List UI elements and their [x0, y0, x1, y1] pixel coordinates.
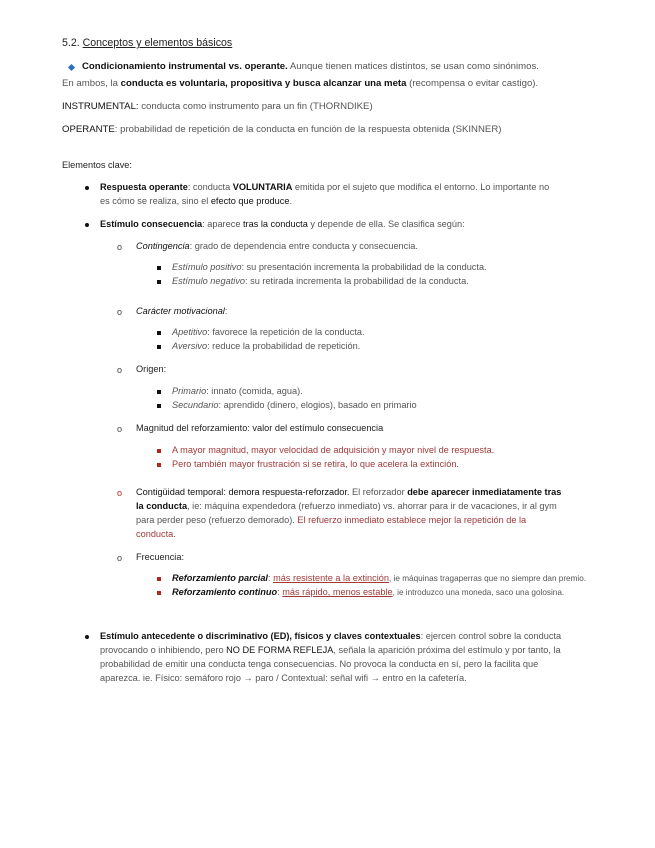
circle-bullet-icon: o	[117, 307, 123, 317]
circle-bullet-icon: o	[117, 488, 123, 498]
section-title: Conceptos y elementos básicos	[82, 37, 233, 49]
diamond-bullet-icon	[68, 64, 75, 71]
square-bullet-icon	[157, 463, 161, 467]
ed-line-2: provocando o inhibiendo, pero NO DE FORMA REFLEJA, señala la aparición próxima del estímulo y por tanto, la	[100, 645, 561, 655]
section-heading	[62, 37, 232, 50]
elements-label: Elementos clave:	[62, 160, 132, 170]
instrumental-definition: INSTRUMENTAL: conducta como instrumento para un fin (THORNDIKE)	[62, 101, 373, 112]
circle-bullet-icon: o	[117, 553, 123, 563]
contiguidad-line-3: para perder peso (refuerzo demorado). El refuerzo inmediato establece mejor la repetición de la	[136, 515, 527, 525]
origen-item: Origen:	[136, 364, 167, 374]
caracter-sub-1: Apetitivo: favorece la repetición de la conducta.	[172, 327, 365, 337]
operante-definition: OPERANTE: probabilidad de repetición de la conducta en función de la respuesta obtenida (SKINNER)	[62, 124, 502, 135]
square-bullet-icon	[157, 591, 161, 595]
bullet-dot-icon	[85, 223, 89, 227]
square-bullet-icon	[157, 404, 161, 408]
magnitud-sub-2: Pero también mayor frustración si se retira, lo que acelera la extinción.	[172, 459, 459, 469]
square-bullet-icon	[157, 331, 161, 335]
intro-line-1: Condicionamiento instrumental vs. operante. Aunque tienen matices distintos, se usan como sinónimos.	[82, 61, 539, 72]
ed-line-1: Estímulo antecedente o discriminativo (ED), físicos y claves contextuales: ejercen control sobre la conducta	[100, 631, 562, 641]
section-number: 5.2.	[62, 37, 83, 49]
square-bullet-icon	[157, 280, 161, 284]
square-bullet-icon	[157, 390, 161, 394]
ed-line-4: aparezca. ie. Físico: semáforo rojo → paro / Contextual: señal wifi → entro en la cafetería.	[100, 673, 467, 683]
frecuencia-sub-2: Reforzamiento continuo: más rápido, menos estable, ie introduzco una moneda, saco una golosina.	[172, 587, 565, 597]
contingencia-sub-2: Estímulo negativo: su retirada incrementa la probabilidad de la conducta.	[172, 276, 469, 286]
square-bullet-icon	[157, 449, 161, 453]
circle-bullet-icon: o	[117, 424, 123, 434]
intro-line-2: En ambos, la conducta es voluntaria, propositiva y busca alcanzar una meta (recompensa o evitar castigo).	[62, 78, 539, 89]
estimulo-consecuencia: Estímulo consecuencia: aparece tras la conducta y depende de ella. Se clasifica según:	[100, 219, 465, 229]
magnitud-item: Magnitud del reforzamiento: valor del estímulo consecuencia	[136, 423, 384, 433]
caracter-item: Carácter motivacional:	[136, 306, 228, 316]
caracter-sub-2: Aversivo: reduce la probabilidad de repetición.	[172, 341, 361, 351]
respuesta-line-2: es cómo se realiza, sino el efecto que produce.	[100, 196, 293, 206]
bullet-dot-icon	[85, 635, 89, 639]
origen-sub-1: Primario: innato (comida, agua).	[172, 386, 303, 396]
bullet-dot-icon	[85, 186, 89, 190]
contingencia-sub-1: Estímulo positivo: su presentación incrementa la probabilidad de la conducta.	[172, 262, 487, 272]
square-bullet-icon	[157, 266, 161, 270]
origen-sub-2: Secundario: aprendido (dinero, elogios), basado en primario	[172, 400, 417, 410]
contiguidad-line-2: la conducta, ie: máquina expendedora (refuerzo inmediato) vs. ahorrar para ir de vacaciones, ir al gym	[136, 501, 557, 511]
magnitud-sub-1: A mayor magnitud, mayor velocidad de adquisición y mayor nivel de respuesta.	[172, 445, 495, 455]
contiguidad-line-1: Contigüidad temporal: demora respuesta-reforzador. El reforzador debe aparecer inmediatamente tras	[136, 487, 562, 497]
contingencia-item: Contingencia: grado de dependencia entre conducta y consecuencia.	[136, 241, 418, 251]
square-bullet-icon	[157, 577, 161, 581]
circle-bullet-icon: o	[117, 365, 123, 375]
circle-bullet-icon: o	[117, 242, 123, 252]
square-bullet-icon	[157, 345, 161, 349]
frecuencia-sub-1: Reforzamiento parcial: más resistente a la extinción, ie máquinas tragaperras que no siempre dan premio.	[172, 573, 587, 583]
frecuencia-item: Frecuencia:	[136, 552, 185, 562]
respuesta-line-1: Respuesta operante: conducta VOLUNTARIA emitida por el sujeto que modifica el entorno. Lo importante no	[100, 182, 550, 192]
contiguidad-line-4: conducta.	[136, 529, 176, 539]
ed-line-3: probabilidad de emitir una conducta tenga consecuencias. No provoca la conducta en sí, pero la facilita que	[100, 659, 539, 669]
